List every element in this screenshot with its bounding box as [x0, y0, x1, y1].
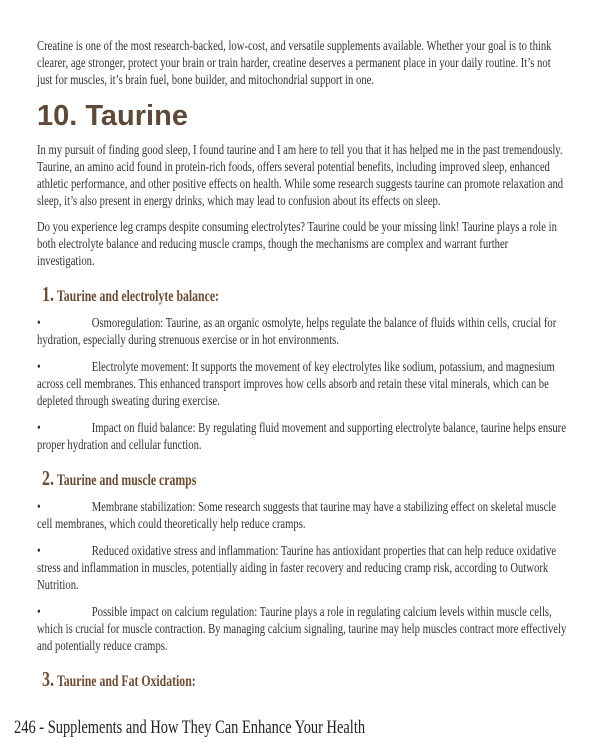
bullet-marker: •: [37, 421, 41, 436]
bullet-item: [37, 359, 567, 410]
bullet-text: Electrolyte movement: It supports the movement of key electrolytes like sodium, potassium, and magnesium across cell membranes. This enhanced transport improves how cells absorb and retain these vital minerals, which can be depleted through sweating during exercise.: [37, 360, 555, 409]
section-title: Taurine and electrolyte balance:: [57, 288, 219, 305]
bullet-text: Impact on fluid balance: By regulating fluid movement and supporting electrolyte balance, taurine helps ensure proper hydration and cellular function.: [37, 421, 566, 453]
bullet-item: [37, 499, 567, 533]
bullet-text: Osmoregulation: Taurine, as an organic osmolyte, helps regulate the balance of fluids within cells, crucial for hydration, especially during strenuous exercise or in hot environments.: [37, 316, 557, 348]
section-heading-2: [42, 466, 572, 493]
lede-paragraph: In my pursuit of finding good sleep, I found taurine and I am here to tell you that it has helped me in the past tremendously. Taurine, an amino acid found in protein-rich foods, offers several potential benefits, including improved sleep, enhanced athletic performance, and other positive effects on health. While some research suggests taurine can promote relaxation and sleep, it’s also present in energy drinks, which may lead to confusion about its effects on sleep.: [37, 143, 564, 209]
bullet-text: Membrane stabilization: Some research suggests that taurine may have a stabilizing effect on skeletal muscle cell membranes, which could theoretically help reduce cramps.: [37, 500, 556, 532]
page-footer: 246 - Supplements and How They Can Enhance Your Health: [14, 717, 366, 738]
bullet-item: [37, 543, 567, 594]
section-title: Taurine and Fat Oxidation:: [57, 673, 196, 690]
bullet-item: [37, 315, 567, 349]
section-number: 3.: [42, 667, 54, 691]
section-number: 1.: [42, 282, 54, 306]
bullet-marker: •: [37, 605, 41, 620]
chapter-heading: 10. Taurine: [37, 100, 188, 132]
cramps-paragraph: Do you experience leg cramps despite consuming electrolytes? Taurine could be your missing link! Taurine plays a role in both electrolyte balance and reducing muscle cramps, though the mechanisms are complex and warrant further investigation.: [37, 220, 557, 269]
bullet-text: Possible impact on calcium regulation: Taurine plays a role in regulating calcium levels within muscle cells, which is crucial for muscle contraction. By managing calcium signaling, taurine may help muscles contract more effectively and potentially reduce cramps.: [37, 605, 567, 654]
section-heading-3: [42, 667, 572, 694]
bullet-item: [37, 604, 567, 655]
bullet-marker: •: [37, 544, 41, 559]
section-title: Taurine and muscle cramps: [57, 472, 197, 489]
bullet-marker: •: [37, 316, 41, 331]
section-heading-1: [42, 282, 572, 309]
section-number: 2.: [42, 466, 54, 490]
bullet-marker: •: [37, 500, 41, 515]
bullet-item: [37, 420, 567, 454]
bullet-text: Reduced oxidative stress and inflammation: Taurine has antioxidant properties that can help reduce oxidative stress and inflammation in muscles, potentially aiding in faster recovery and reducing cramp risk, according to Outwork Nutrition.: [37, 544, 557, 593]
bullet-marker: •: [37, 360, 41, 375]
intro-paragraph: Creatine is one of the most research-backed, low-cost, and versatile supplements available. Whether your goal is to think clearer, age stronger, protect your brain or train harder, creatine deserves a permanent place in your daily routine. It’s not just for muscles, it’s brain fuel, bone builder, and mitochondrial support in one.: [37, 39, 552, 88]
